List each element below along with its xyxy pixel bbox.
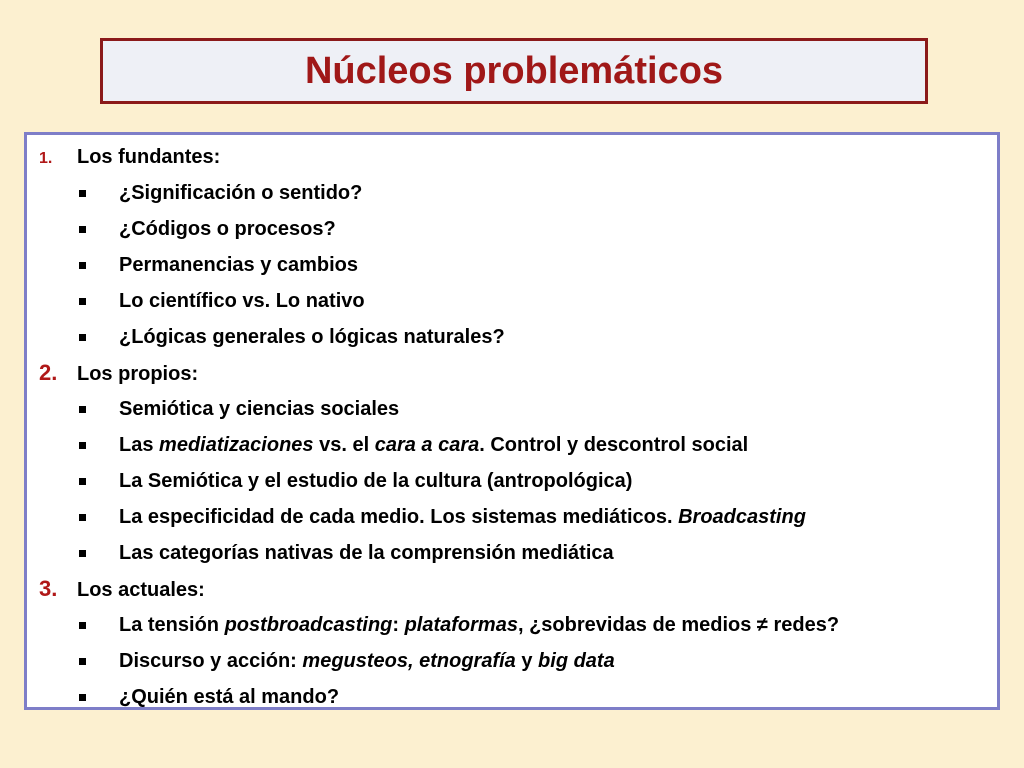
square-bullet-icon (79, 213, 119, 249)
square-bullet-icon (79, 501, 119, 537)
list-item-text: ¿Códigos o procesos? (119, 218, 336, 240)
list-item (39, 535, 987, 571)
section-propios (39, 355, 987, 571)
section-number: 1. (39, 150, 53, 167)
square-bullet-icon (79, 285, 119, 321)
list-item-text: La tensión postbroadcasting: plataformas, ¿sobrevidas de medios ≠ redes? (119, 614, 840, 636)
section-heading (39, 139, 987, 175)
section-actuales (39, 571, 987, 715)
list-item-text: Lo científico vs. Lo nativo (119, 290, 365, 312)
list-item-text: ¿Lógicas generales o lógicas naturales? (119, 326, 505, 348)
square-bullet-icon (79, 429, 119, 465)
list-item (39, 319, 987, 355)
section-heading (39, 355, 987, 391)
square-bullet-icon (79, 177, 119, 213)
title-box (100, 38, 928, 104)
list-item (39, 391, 987, 427)
square-bullet-icon (79, 249, 119, 285)
list-item (39, 283, 987, 319)
square-bullet-icon (79, 321, 119, 357)
list-item-text: La especificidad de cada medio. Los sistemas mediáticos. Broadcasting (119, 506, 806, 528)
section-number: 2. (39, 360, 58, 385)
list-item (39, 247, 987, 283)
list-item (39, 643, 987, 679)
content-box (24, 132, 1000, 710)
square-bullet-icon (79, 393, 119, 429)
list-item (39, 607, 987, 643)
square-bullet-icon (79, 645, 119, 681)
square-bullet-icon (79, 537, 119, 573)
list-item-text: Discurso y acción: megusteos, etnografía y big data (119, 650, 615, 672)
list-item-text: Semiótica y ciencias sociales (119, 398, 400, 420)
list-item-text: Las mediatizaciones vs. el cara a cara. Control y descontrol social (119, 434, 749, 456)
section-fundantes (39, 139, 987, 355)
list-item (39, 463, 987, 499)
section-label: Los actuales: (77, 579, 205, 601)
slide-title: Núcleos problemáticos (304, 49, 724, 92)
section-label: Los fundantes: (77, 146, 221, 168)
section-label: Los propios: (77, 363, 199, 385)
list-item-text: Permanencias y cambios (119, 254, 359, 276)
list-item (39, 679, 987, 715)
section-number: 3. (39, 576, 58, 601)
list-item-text: La Semiótica y el estudio de la cultura (antropológica) (119, 470, 633, 492)
square-bullet-icon (79, 681, 119, 717)
list-item (39, 211, 987, 247)
square-bullet-icon (79, 609, 119, 645)
section-heading (39, 571, 987, 607)
list-item (39, 427, 987, 463)
square-bullet-icon (79, 465, 119, 501)
list-item (39, 499, 987, 535)
list-item (39, 175, 987, 211)
list-item-text: ¿Quién está al mando? (119, 686, 340, 708)
list-item-text: ¿Significación o sentido? (119, 182, 363, 204)
list-item-text: Las categorías nativas de la comprensión mediática (119, 542, 614, 564)
